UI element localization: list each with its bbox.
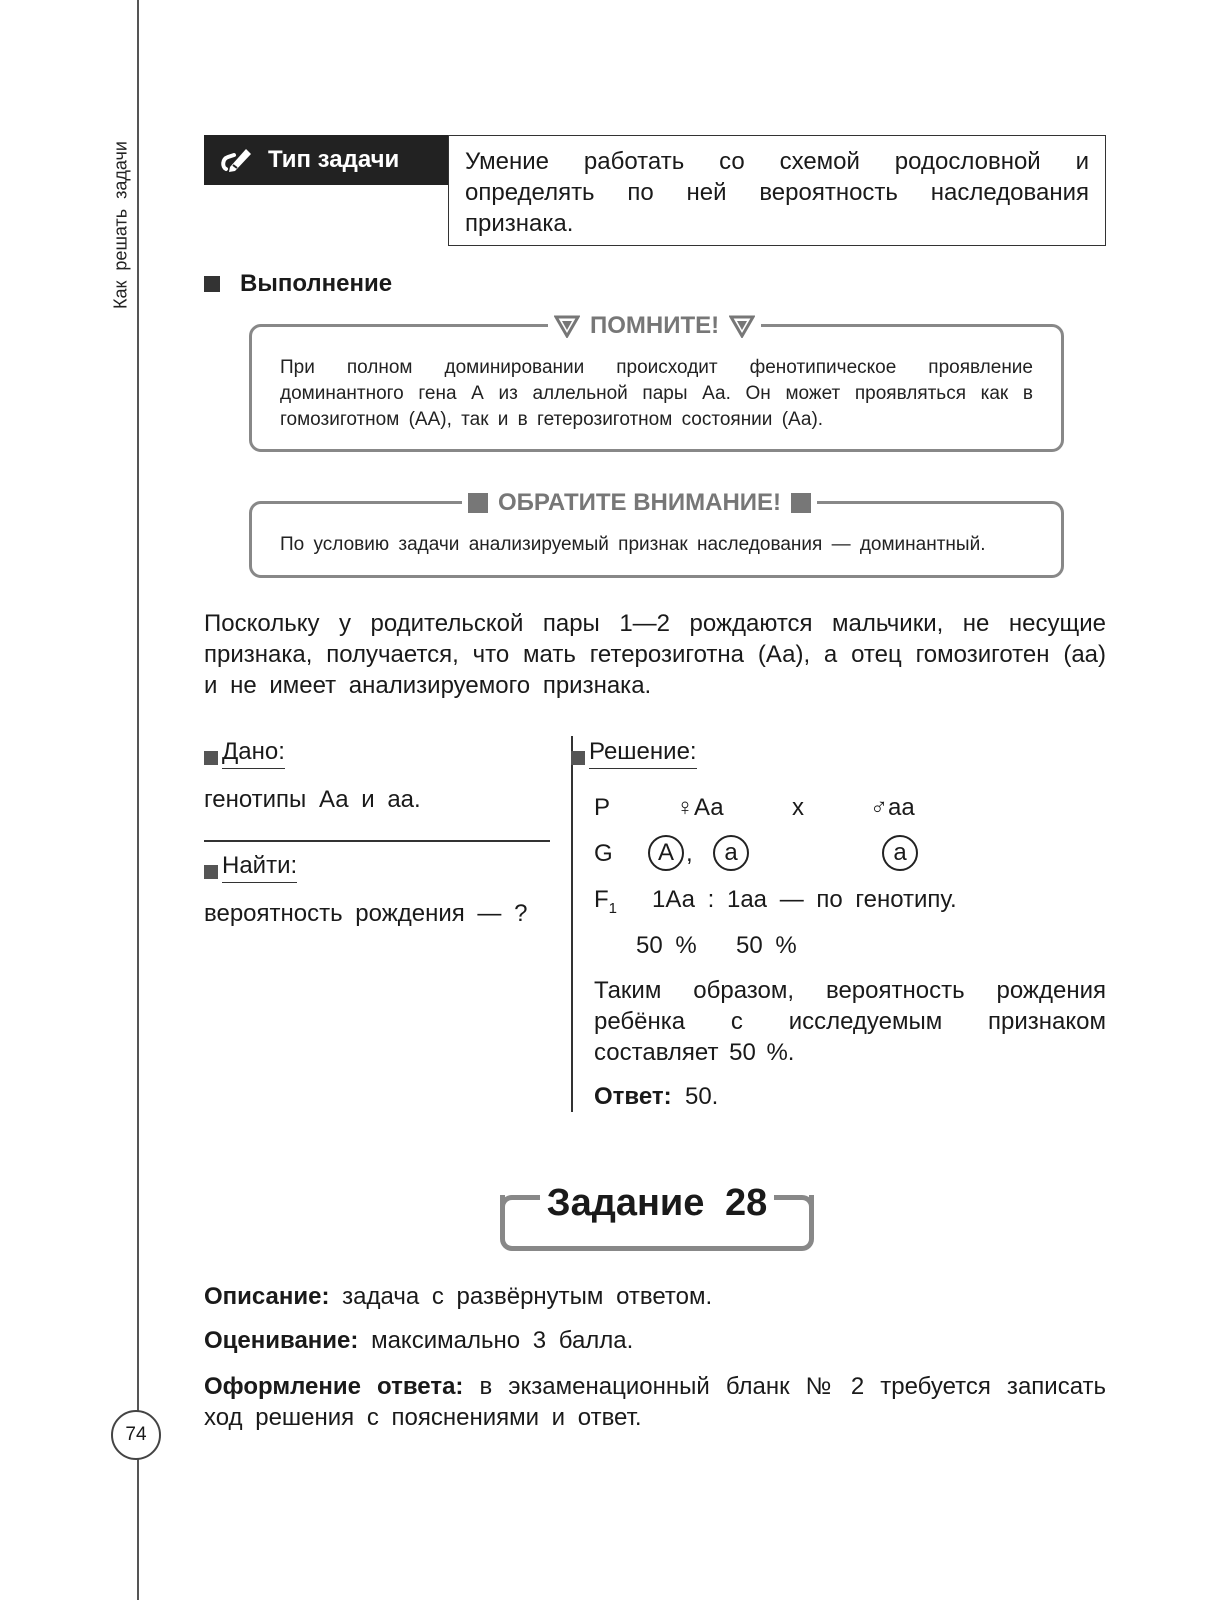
margin-rule xyxy=(137,0,139,1600)
pen-check-icon xyxy=(220,145,254,175)
triangle-down-icon xyxy=(554,314,580,338)
solution-label: Решение: xyxy=(571,738,697,769)
task-type-description: Умение работать со схемой родословной и определять по ней вероятность наследования признака. xyxy=(448,135,1106,246)
remember-title xyxy=(548,312,761,340)
cross-sign: x xyxy=(792,794,804,821)
reasoning-paragraph: Поскольку у родительской пары 1—2 рождаются мальчики, не несущие признака, получается, что мать гетерозиготна (Аа), а отец гомозиготен (аа) и не имеет анализируемого признака. xyxy=(204,610,1106,699)
triangle-down-icon xyxy=(729,314,755,338)
answer-line: Ответ: 50. xyxy=(594,1083,719,1110)
running-head: Как решать задачи xyxy=(110,141,131,309)
page-number: 74 xyxy=(111,1410,161,1460)
square-bullet-icon xyxy=(571,751,585,765)
answer-format-line: Оформление ответа: в экзаменационный бланк № 2 требуется записать ход решения с пояснениями и ответ. xyxy=(204,1373,1107,1431)
attention-title-text: ОБРАТИТЕ ВНИМАНИЕ! xyxy=(498,489,782,516)
gametes-label: G xyxy=(594,840,613,867)
gamete-circle: А xyxy=(648,835,684,871)
column-divider xyxy=(571,736,573,1112)
remember-text: При полном доминировании происходит фенотипическое проявление доминантного гена А из аллельной пары Аа. Он может проявляться как в гомозиготном (АА), так и в гетерозиготном состоянии (Аа). xyxy=(280,357,1033,430)
task-heading: Задание 28 xyxy=(546,1182,768,1224)
description-line: Описание: задача с развёрнутым ответом. xyxy=(204,1283,713,1310)
given-find-divider xyxy=(204,840,550,842)
square-bullet-icon xyxy=(791,493,811,513)
grading-line: Оценивание: максимально 3 балла. xyxy=(204,1327,634,1354)
gamete-separator: , xyxy=(686,840,693,867)
find-label: Найти: xyxy=(204,852,297,883)
find-value: вероятность рождения — ? xyxy=(204,900,528,927)
parents-label: P xyxy=(594,794,611,821)
remember-title-text: ПОМНИТЕ! xyxy=(590,312,720,339)
execution-heading xyxy=(204,270,392,298)
percent-2: 50 % xyxy=(736,932,797,959)
execution-heading-text: Выполнение xyxy=(240,270,393,297)
percent-1: 50 % xyxy=(636,932,697,959)
gamete-circle: а xyxy=(882,835,918,871)
attention-title xyxy=(462,489,817,517)
square-bullet-icon xyxy=(204,276,220,292)
offspring-ratio: 1Аа : 1аа — по генотипу. xyxy=(652,886,957,913)
given-value: генотипы Аа и аа. xyxy=(204,786,421,813)
offspring-label: $F_1$ xyxy=(594,886,618,917)
task-type-title: Тип задачи xyxy=(268,146,400,173)
gamete-circle: а xyxy=(713,835,749,871)
mother-genotype: ♀Аа xyxy=(676,794,724,821)
conclusion: Таким образом, вероятность рождения ребёнка с исследуемым признаком составляет 50 %. xyxy=(594,977,1106,1066)
square-bullet-icon xyxy=(468,493,488,513)
given-label: Дано: xyxy=(204,738,285,769)
father-genotype: ♂аа xyxy=(870,794,915,821)
square-bullet-icon xyxy=(204,751,218,765)
task-type-label xyxy=(204,135,448,185)
remember-box xyxy=(249,324,1064,452)
square-bullet-icon xyxy=(204,865,218,879)
attention-text: По условию задачи анализируемый признак наследования — доминантный. xyxy=(280,534,986,555)
